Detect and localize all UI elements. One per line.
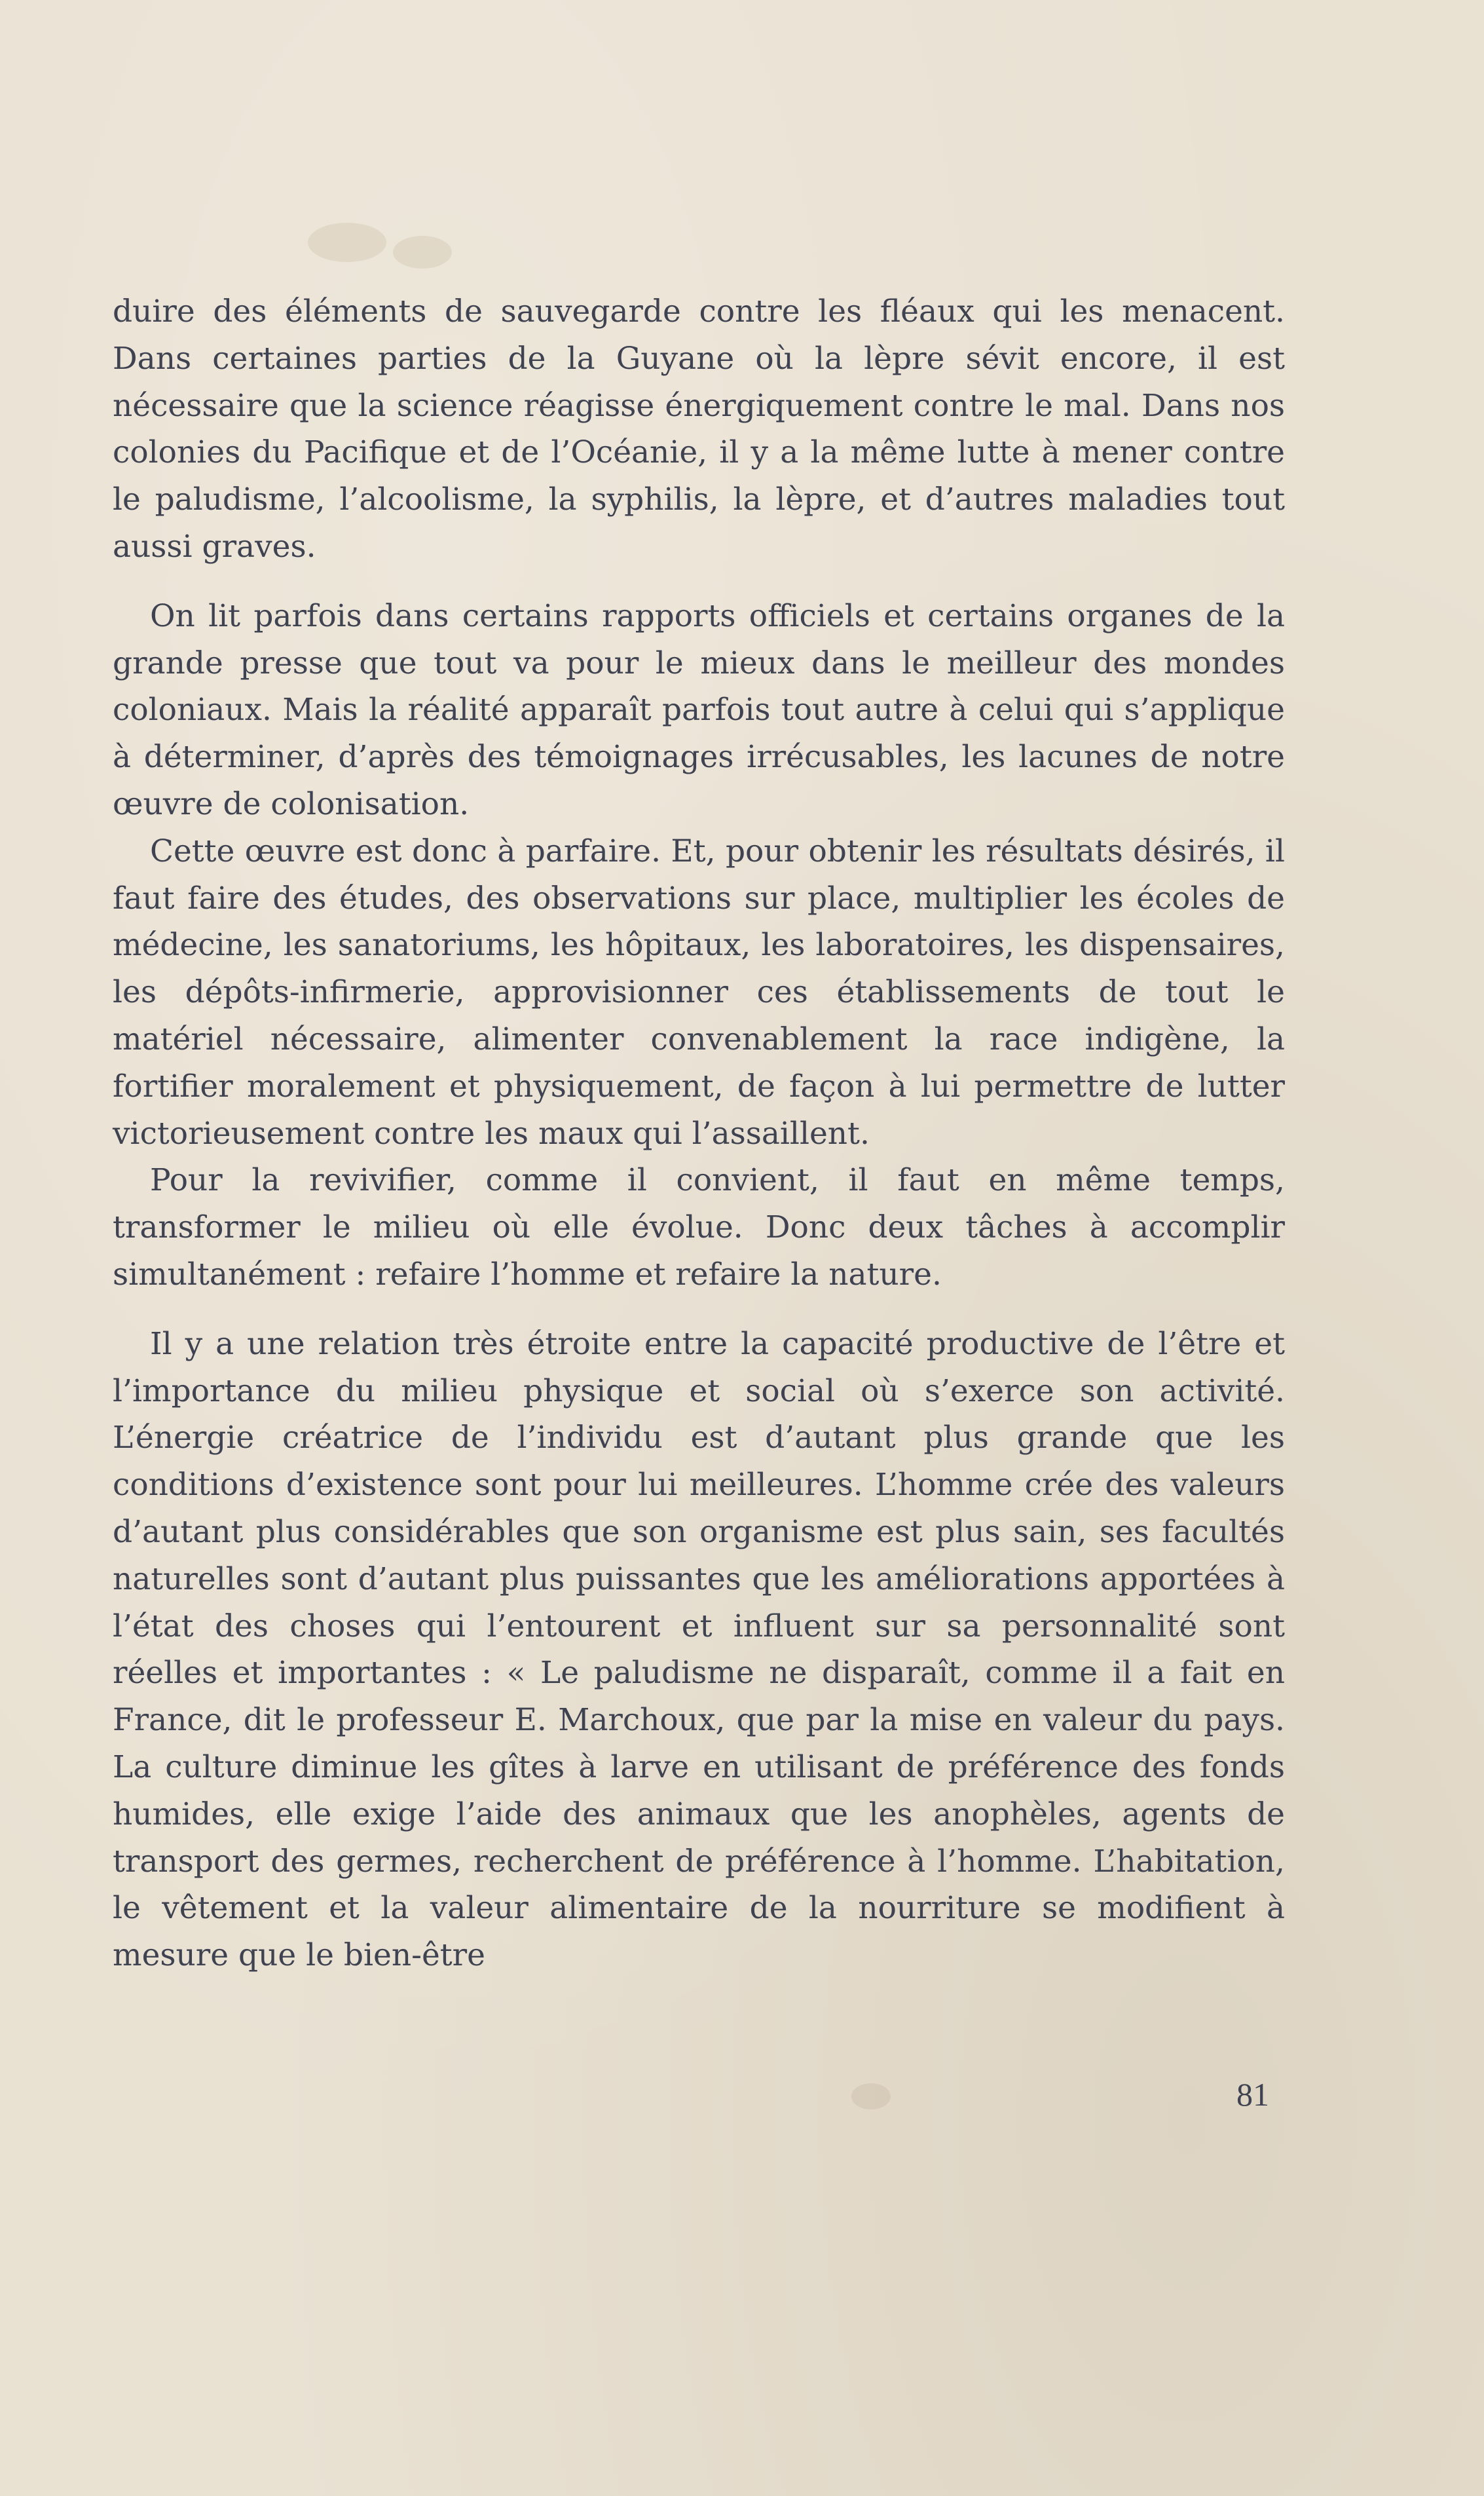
paragraph-4: Pour la revivifier, comme il convient, il faut en même temps, transformer le milieu où elle évolue. Donc deux tâches à accomplir simultanément : refaire l’homme et refaire la nature. (113, 1162, 1285, 1293)
paper-stain (393, 236, 452, 269)
paragraph-5: Il y a une relation très étroite entre la capacité productive de l’être et l’importance du milieu physique et social où s’exerce son activité. L’énergie créatrice de l’individu est d’autant plus grande que les conditions d’existence sont pour lui meilleures. L’homme crée des valeurs d’autant plus considérables que son organisme est plus sain, ses facultés naturelles sont d’autant plus puissantes que les améliorations apportées à l’état des choses qui l’entourent et influent sur sa personnalité sont réelles et importantes : « Le paludisme ne disparaît, comme il a fait en France, dit le professeur E. Marchoux, que par la mise en valeur du pays. La culture diminue les gîtes à larve en utilisant de préférence des fonds humides, elle exige l’aide des animaux que les anophèles, agents de transport des germes, recherchent de préférence à l’homme. L’habitation, le vêtement et la valeur alimentaire de la nourriture se modifient à mesure que le bien-être (113, 1325, 1285, 1974)
page-number: 81 (1236, 2076, 1269, 2113)
paragraph-2: On lit parfois dans certains rapports officiels et certains organes de la grande presse que tout va pour le mieux dans le meilleur des mondes coloniaux. Mais la réalité apparaît parfois tout autre à celui qui s’applique à déterminer, d’après des témoignages irrécusables, les lacunes de notre œuvre de colonisation. (113, 597, 1285, 822)
paragraph-1: duire des éléments de sauvegarde contre les fléaux qui les menacent. Dans certaines parties de la Guyane où la lèpre sévit encore, il est nécessaire que la science réagisse énergiquement contre le mal. Dans nos colonies du Pacifique et de l’Océanie, il y a la même lutte à mener contre le paludisme, l’alcoolisme, la syphilis, la lèpre, et d’autres maladies tout aussi graves. (113, 293, 1285, 565)
paper-stain (851, 2083, 891, 2109)
paragraph-3: Cette œuvre est donc à parfaire. Et, pour obtenir les résultats désirés, il faut faire des études, des observations sur place, multiplier les écoles de médecine, les sanatoriums, les hôpitaux, les laboratoires, les dispensaires, les dépôts-infirmerie, approvisionner ces établissements de tout le matériel nécessaire, alimenter convenablement la race indigène, la fortifier moralement et physiquement, de façon à lui permettre de lutter victorieusement contre les maux qui l’assaillent. (113, 833, 1285, 1152)
paper-stain (308, 223, 386, 262)
body-text (113, 288, 1285, 1979)
